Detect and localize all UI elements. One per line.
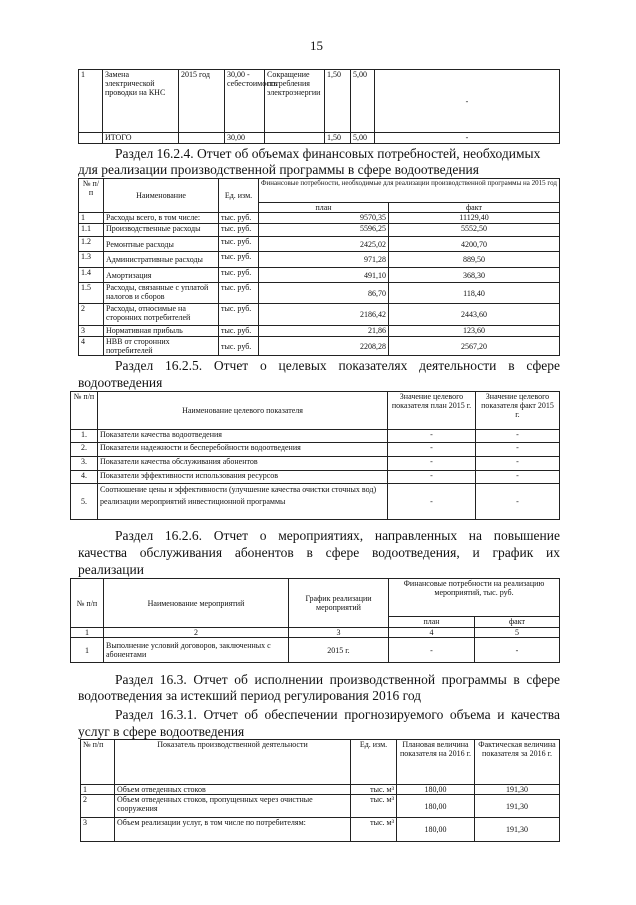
table-cell: № п/п [79, 179, 104, 213]
table-cell: 2443,60 [389, 304, 560, 326]
table-row [71, 430, 560, 443]
table-cell: 2 [104, 628, 289, 638]
table-cell: 971,28 [259, 252, 389, 268]
table-cell: тыс. руб. [219, 237, 259, 252]
table-row [71, 457, 560, 471]
table-row [79, 268, 560, 283]
table-cell: Ед. изм. [219, 179, 259, 213]
table-row [81, 785, 560, 795]
table-cell: - [476, 430, 560, 443]
table-cell: 1 [79, 213, 104, 224]
table-cell: Расходы всего, в том числе: [104, 213, 219, 224]
table-cell: - [476, 471, 560, 484]
table-row [71, 484, 560, 520]
page-number: 15 [310, 38, 323, 53]
table-cell: 180,00 [397, 795, 475, 818]
section-heading: водоотведения [78, 375, 163, 390]
section-heading: услуг в сфере водоотведения [78, 724, 245, 739]
table-cell: 3. [71, 457, 98, 471]
table-cell: 1.2 [79, 237, 104, 252]
table-cell: тыс. руб. [219, 213, 259, 224]
table-cell: 1 [71, 638, 104, 663]
table-cell: 1 [71, 628, 104, 638]
table-cell: 2015 год [179, 70, 225, 133]
table-cell: НВВ от сторонних потребителей [104, 337, 219, 356]
financial-needs-table [78, 178, 560, 356]
table-cell: 3 [289, 628, 389, 638]
table-row [79, 252, 560, 268]
table-cell: Административные расходы [104, 252, 219, 268]
table-cell: 1.1 [79, 224, 104, 237]
table-cell: факт [389, 203, 560, 213]
table-cell [179, 133, 225, 144]
table-cell: Показатели эффективности использования ресурсов [98, 471, 388, 484]
table-cell: 118,40 [389, 283, 560, 304]
table-cell: Сокращение потребления электроэнергии [265, 70, 325, 133]
section-heading: Раздел 16.2.6. Отчет о мероприятиях, направленных на повышение [115, 528, 560, 543]
table-cell: - [476, 484, 560, 520]
table-cell: 180,00 [397, 818, 475, 842]
table-cell: № п/п [71, 392, 98, 430]
table-cell: - [389, 638, 475, 663]
table-row [79, 213, 560, 224]
table-cell: 11129,40 [389, 213, 560, 224]
table-cell: Финансовые потребности, необходимые для реализации производственной программы на 2015 год [259, 179, 560, 203]
table-cell: 9570,35 [259, 213, 389, 224]
table-cell: 5,00 [351, 70, 375, 133]
table-cell: Финансовые потребности на реализацию мероприятий, тыс. руб. [389, 579, 560, 617]
table-cell: Расходы, относимые на сторонних потребителей [104, 304, 219, 326]
table-row [71, 471, 560, 484]
table-cell: 1,50 [325, 133, 351, 144]
table-cell: 3 [81, 818, 115, 842]
table-cell: Соотношение цены и эффективности (улучшение качества очистки сточных вод) реализации мероприятий инвестиционной программы [98, 484, 388, 520]
table-cell: Показатели качества обслуживания абонентов [98, 457, 388, 471]
table-cell: 191,30 [475, 785, 560, 795]
table-cell: 2 [79, 304, 104, 326]
table-cell: 1 [81, 785, 115, 795]
table-cell: Объем отведенных стоков, пропущенных через очистные сооружения [115, 795, 351, 818]
table-cell: Выполнение условий договоров, заключенных с абонентами [104, 638, 289, 663]
table-cell: 1.5 [79, 283, 104, 304]
table-cell: ИТОГО [103, 133, 179, 144]
table-cell: Ремонтные расходы [104, 237, 219, 252]
table-cell: 4 [79, 337, 104, 356]
table-row [79, 283, 560, 304]
table-cell: 180,00 [397, 785, 475, 795]
table-row [81, 795, 560, 818]
table-cell: тыс. руб. [219, 326, 259, 337]
table-cell: тыс. руб. [219, 283, 259, 304]
table-cell: - [388, 484, 476, 520]
table-cell: Значение целевого показателя факт 2015 г. [476, 392, 560, 430]
table-cell: 368,30 [389, 268, 560, 283]
table-row [71, 628, 560, 638]
table-cell [265, 133, 325, 144]
table-cell: Производственные расходы [104, 224, 219, 237]
table-cell: тыс. руб. [219, 268, 259, 283]
table-cell: 123,60 [389, 326, 560, 337]
section-heading: Раздел 16.3. Отчет об исполнении производственной программы в сфере [115, 672, 560, 687]
table-cell: 491,10 [259, 268, 389, 283]
table-cell: 30,00 - себестоимость [225, 70, 265, 133]
section-heading: Раздел 16.2.4. Отчет об объемах финансовых потребностей, необходимых [115, 146, 541, 161]
table-cell: № п/п [71, 579, 104, 628]
table-cell: 2208,28 [259, 337, 389, 356]
table-cell: 2567,20 [389, 337, 560, 356]
table-cell: тыс. руб. [219, 224, 259, 237]
table-cell: 4 [389, 628, 475, 638]
table-cell: Значение целевого показателя план 2015 г. [388, 392, 476, 430]
top-table [78, 69, 560, 144]
table-row [81, 818, 560, 842]
table-cell: 3 [79, 326, 104, 337]
table-cell: 30,00 [225, 133, 265, 144]
table-cell: 5. [71, 484, 98, 520]
table-cell: - [375, 133, 560, 144]
table-cell: Ед. изм. [351, 740, 397, 785]
table-cell: 1 [79, 70, 103, 133]
table-cell: 5552,50 [389, 224, 560, 237]
table-cell: - [388, 471, 476, 484]
measures-table [70, 578, 560, 663]
table-row [71, 638, 560, 663]
table-cell: 2425,02 [259, 237, 389, 252]
table-cell: Наименование мероприятий [104, 579, 289, 628]
table-cell: 5,00 [351, 133, 375, 144]
table-cell: Нормативная прибыль [104, 326, 219, 337]
table-cell: 191,30 [475, 818, 560, 842]
table-cell: тыс. руб. [219, 337, 259, 356]
table-cell: Наименование [104, 179, 219, 213]
table-cell: 1,50 [325, 70, 351, 133]
section-heading: Раздел 16.3.1. Отчет об обеспечении прогнозируемого объема и качества [115, 707, 560, 722]
table-cell: Объем реализации услуг, в том числе по потребителям: [115, 818, 351, 842]
table-cell: Показатели надежности и бесперебойности водоотведения [98, 443, 388, 457]
table-cell: 2 [81, 795, 115, 818]
table-row [79, 70, 560, 133]
table-cell: 2015 г. [289, 638, 389, 663]
table-cell: Замена электрической проводки на КНС [103, 70, 179, 133]
table-cell: - [475, 638, 560, 663]
table-cell: Фактическая величина показателя за 2016 г. [475, 740, 560, 785]
table-cell: Расходы, связанные с уплатой налогов и сборов [104, 283, 219, 304]
table-row [71, 443, 560, 457]
table-cell: 2. [71, 443, 98, 457]
table-cell: тыс. руб. [219, 304, 259, 326]
section-heading: реализации [78, 562, 144, 577]
table-cell: 1.4 [79, 268, 104, 283]
table-cell: Показатель производственной деятельности [115, 740, 351, 785]
table-cell: Амортизация [104, 268, 219, 283]
table-cell: - [388, 443, 476, 457]
table-cell: план [389, 617, 475, 628]
table-row [79, 237, 560, 252]
table-row [79, 304, 560, 326]
table-cell: № п/п [81, 740, 115, 785]
table-cell: Показатели качества водоотведения [98, 430, 388, 443]
section-heading: Раздел 16.2.5. Отчет о целевых показателях деятельности в сфере [115, 358, 560, 373]
table-row [79, 326, 560, 337]
table-cell: Объем отведенных стоков [115, 785, 351, 795]
table-cell: 1.3 [79, 252, 104, 268]
table-cell: Наименование целевого показателя [98, 392, 388, 430]
table-cell: факт [475, 617, 560, 628]
table-cell: - [476, 443, 560, 457]
table-cell: 4. [71, 471, 98, 484]
table-cell: тыс. м³ [351, 818, 397, 842]
table-cell: 86,70 [259, 283, 389, 304]
table-cell: 889,50 [389, 252, 560, 268]
section-heading: качества обслуживания абонентов в сфере водоотведения, и график их [78, 545, 560, 560]
table-cell: 4200,70 [389, 237, 560, 252]
table-cell: план [259, 203, 389, 213]
table-cell: тыс. м³ [351, 785, 397, 795]
table-cell [79, 133, 103, 144]
table-cell: - [388, 457, 476, 471]
table-row [79, 337, 560, 356]
section-heading: для реализации производственной программы в сфере водоотведения [78, 162, 479, 177]
table-row [79, 133, 560, 144]
table-cell: 5 [475, 628, 560, 638]
table-cell: График реализации мероприятий [289, 579, 389, 628]
table-cell: тыс. м³ [351, 795, 397, 818]
table-cell: 5596,25 [259, 224, 389, 237]
table-cell: Плановая величина показателя на 2016 г. [397, 740, 475, 785]
table-cell: тыс. руб. [219, 252, 259, 268]
table-row [79, 224, 560, 237]
table-cell: 1. [71, 430, 98, 443]
table-cell: - [388, 430, 476, 443]
section-heading: водоотведения за истекший период регулирования 2016 год [78, 688, 422, 703]
table-cell: 191,30 [475, 795, 560, 818]
table-cell: 21,86 [259, 326, 389, 337]
target-indicators-table [70, 391, 560, 520]
table-cell: - [375, 70, 560, 133]
table-cell: - [476, 457, 560, 471]
table-cell: 2186,42 [259, 304, 389, 326]
service-volume-table [80, 739, 560, 842]
